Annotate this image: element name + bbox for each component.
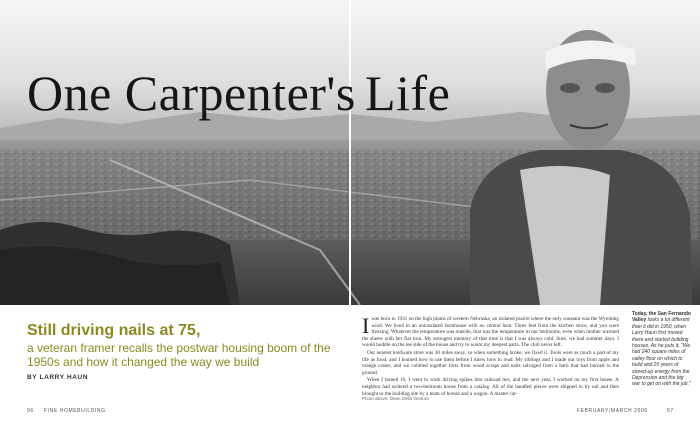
- photo-caption: [632, 311, 692, 388]
- magazine-name: FINE HOMEBUILDING: [44, 408, 106, 414]
- headline-right: Life: [365, 65, 451, 121]
- body-paragraph: [362, 313, 619, 349]
- drop-cap: I: [362, 313, 370, 338]
- deck-subtitle: a veteran framer recalls the postwar housing boom of the 1950s and how it changed the way we build: [27, 341, 331, 369]
- deck: [27, 322, 337, 369]
- body-paragraph: When I turned 16, I went to work driving spikes into railroad ties, and the next year, I worked on my first house. A neighbor had ordered a two-bedroom house from a catalog. All of the handled pieces were shipped in by rail and then brought to the building site by a team of horses and a wagon. A master car-: [362, 377, 619, 397]
- photo-credit: Photo above: Dean Della Ventura: [362, 396, 429, 401]
- page-number-right: 97: [667, 408, 674, 414]
- headline-left: One Carpenter's: [27, 65, 356, 121]
- deck-lead: Still driving nails at 75,: [27, 322, 201, 339]
- page-number-left: 96: [27, 408, 34, 414]
- caption-lead: Today, the San Fernando Valley: [632, 311, 691, 324]
- body-text: was born in 1931 on the high plains of western Nebraska, an isolated prairie where the only constant was the Wyoming wind. We lived in an uninsulated farmhouse with no central heat. Three feet from the kitchen stove, and you were freezing. Whatever the temperature was outside, that was the temperature in our bedrooms, even when mother warmed the sheets with her flat iron. My strongest memory of that time is that I was always cold. Sure, we had summer days. I would huddle on the lee side of the house and try to warm my deepest parts. The chill never left.: [362, 316, 619, 349]
- issue-date: FEBRUARY/MARCH 2006: [577, 408, 648, 414]
- article-body: [362, 313, 619, 398]
- caption-text: looks a lot different than it did in 1950, when Larry Haun first moved there and started building houses. As he puts it, "We had 240 square miles of valley floor on which to build and 20 years of stored-up energy from the Depression and the big war to get on with the job.": [632, 317, 691, 388]
- byline: BY LARRY HAUN: [27, 374, 89, 381]
- body-paragraph: Our nearest hardware store was 30 miles away, so when something broke, we fixed it. Tools were as much a part of my life as food, and I learned how to use them before I knew how to read. My siblings and I made our toys from apple and orange crates, and we cobbled together forts from wood scraps and nails salvaged from a barn that had burned to the ground.: [362, 349, 619, 376]
